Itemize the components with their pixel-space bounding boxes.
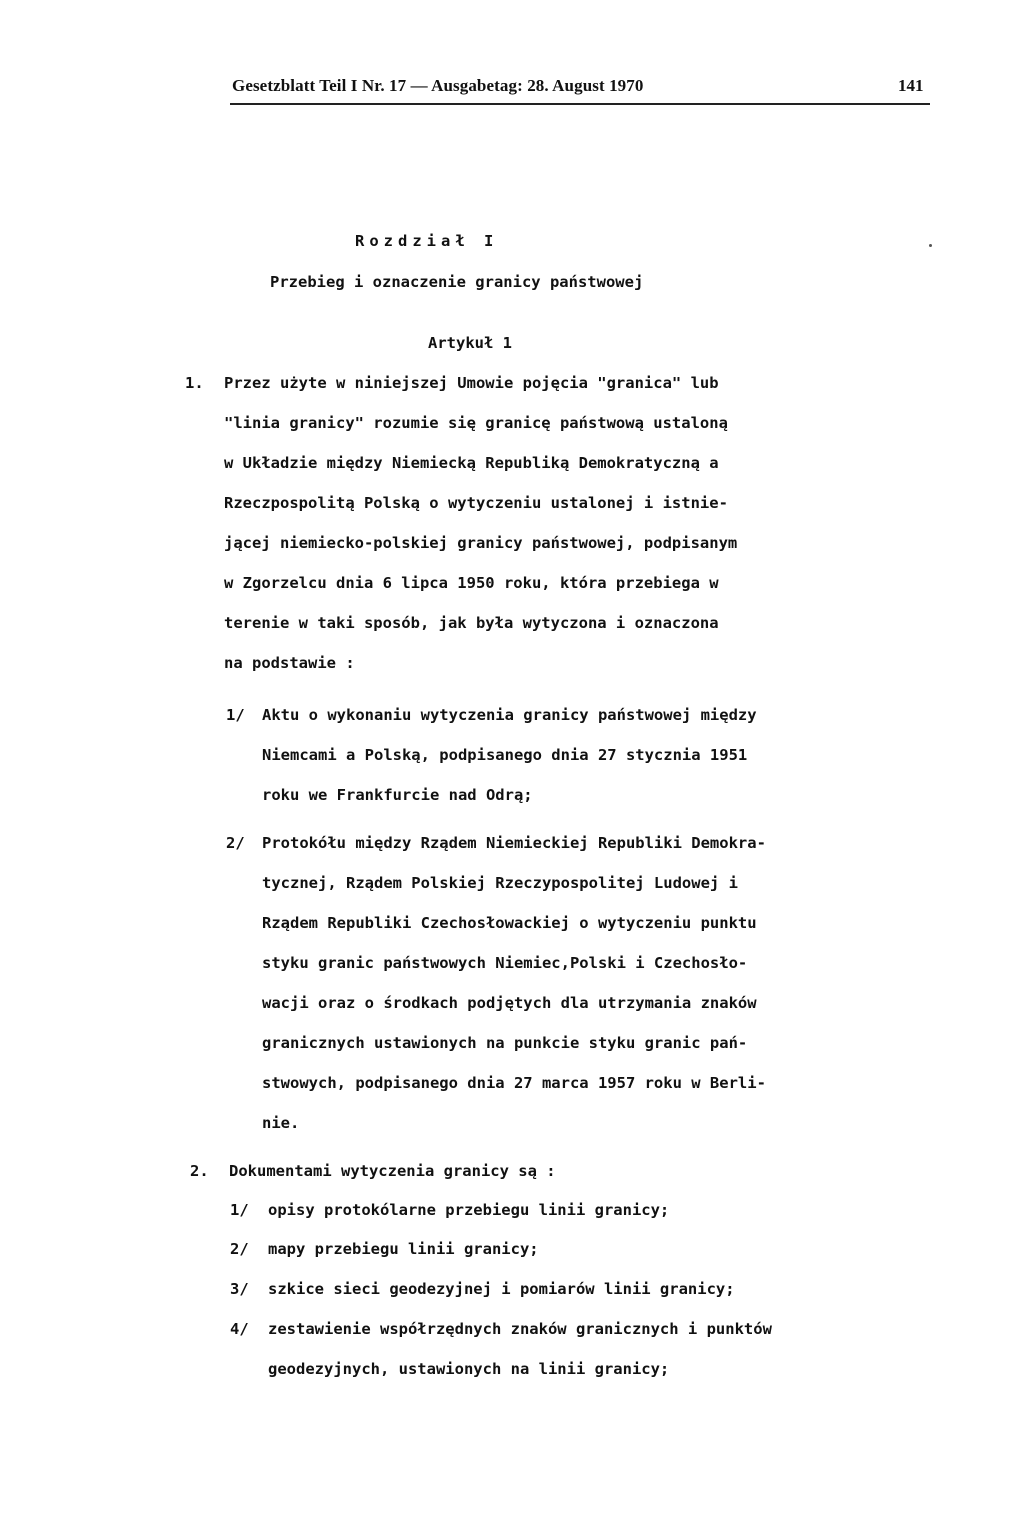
item-marker: 4/ bbox=[230, 1320, 249, 1338]
section-2-marker: 2. bbox=[190, 1162, 209, 1180]
text-line: Rządem Republiki Czechosłowackiej o wytyczeniu punktu bbox=[262, 914, 757, 932]
text-line: Rzeczpospolitą Polską o wytyczeniu ustalonej i istnie- bbox=[224, 494, 728, 512]
scan-speck bbox=[929, 244, 932, 247]
text-line: opisy protokólarne przebiegu linii granicy; bbox=[268, 1201, 670, 1219]
text-line: terenie w taki sposób, jak była wytyczona i oznaczona bbox=[224, 614, 719, 632]
text-line: "linia granicy" rozumie się granicę państwową ustaloną bbox=[224, 414, 728, 432]
text-line: styku granic państwowych Niemiec,Polski i Czechosło- bbox=[262, 954, 748, 972]
page-header-title: Gesetzblatt Teil I Nr. 17 — Ausgabetag: 28. August 1970 bbox=[232, 76, 644, 95]
text-line: w Układzie między Niemiecką Republiką Demokratyczną a bbox=[224, 454, 719, 472]
text-line: zestawienie współrzędnych znaków granicznych i punktów bbox=[268, 1320, 772, 1338]
text-line: granicznych ustawionych na punkcie styku granic pań- bbox=[262, 1034, 748, 1052]
text-line: Niemcami a Polską, podpisanego dnia 27 stycznia 1951 bbox=[262, 746, 748, 764]
text-line: Dokumentami wytyczenia granicy są : bbox=[229, 1162, 556, 1180]
section-1-marker: 1. bbox=[185, 374, 204, 392]
article-heading: Artykuł 1 bbox=[428, 334, 512, 352]
page-number: 141 bbox=[898, 76, 924, 95]
text-line: mapy przebiegu linii granicy; bbox=[268, 1240, 539, 1258]
text-line: nie. bbox=[262, 1114, 300, 1132]
text-line: Aktu o wykonaniu wytyczenia granicy państwowej między bbox=[262, 706, 757, 724]
item-marker: 1/ bbox=[226, 706, 245, 724]
chapter-title: Przebieg i oznaczenie granicy państwowej bbox=[270, 273, 644, 291]
text-line: tycznej, Rządem Polskiej Rzeczypospolitej Ludowej i bbox=[262, 874, 738, 892]
text-line: jącej niemiecko-polskiej granicy państwowej, podpisanym bbox=[224, 534, 738, 552]
text-line: szkice sieci geodezyjnej i pomiarów linii granicy; bbox=[268, 1280, 735, 1298]
text-line: na podstawie : bbox=[224, 654, 355, 672]
text-line: wacji oraz o środkach podjętych dla utrzymania znaków bbox=[262, 994, 757, 1012]
item-marker: 1/ bbox=[230, 1201, 249, 1219]
item-marker: 2/ bbox=[230, 1240, 249, 1258]
item-marker: 2/ bbox=[226, 834, 245, 852]
item-marker: 3/ bbox=[230, 1280, 249, 1298]
text-line: geodezyjnych, ustawionych na linii granicy; bbox=[268, 1360, 670, 1378]
text-line: Protokółu między Rządem Niemieckiej Republiki Demokra- bbox=[262, 834, 766, 852]
header-rule bbox=[230, 103, 930, 105]
chapter-heading: Rozdział I bbox=[355, 232, 499, 250]
text-line: stwowych, podpisanego dnia 27 marca 1957 roku w Berli- bbox=[262, 1074, 766, 1092]
text-line: Przez użyte w niniejszej Umowie pojęcia "granica" lub bbox=[224, 374, 719, 392]
text-line: w Zgorzelcu dnia 6 lipca 1950 roku, która przebiega w bbox=[224, 574, 719, 592]
text-line: roku we Frankfurcie nad Odrą; bbox=[262, 786, 533, 804]
